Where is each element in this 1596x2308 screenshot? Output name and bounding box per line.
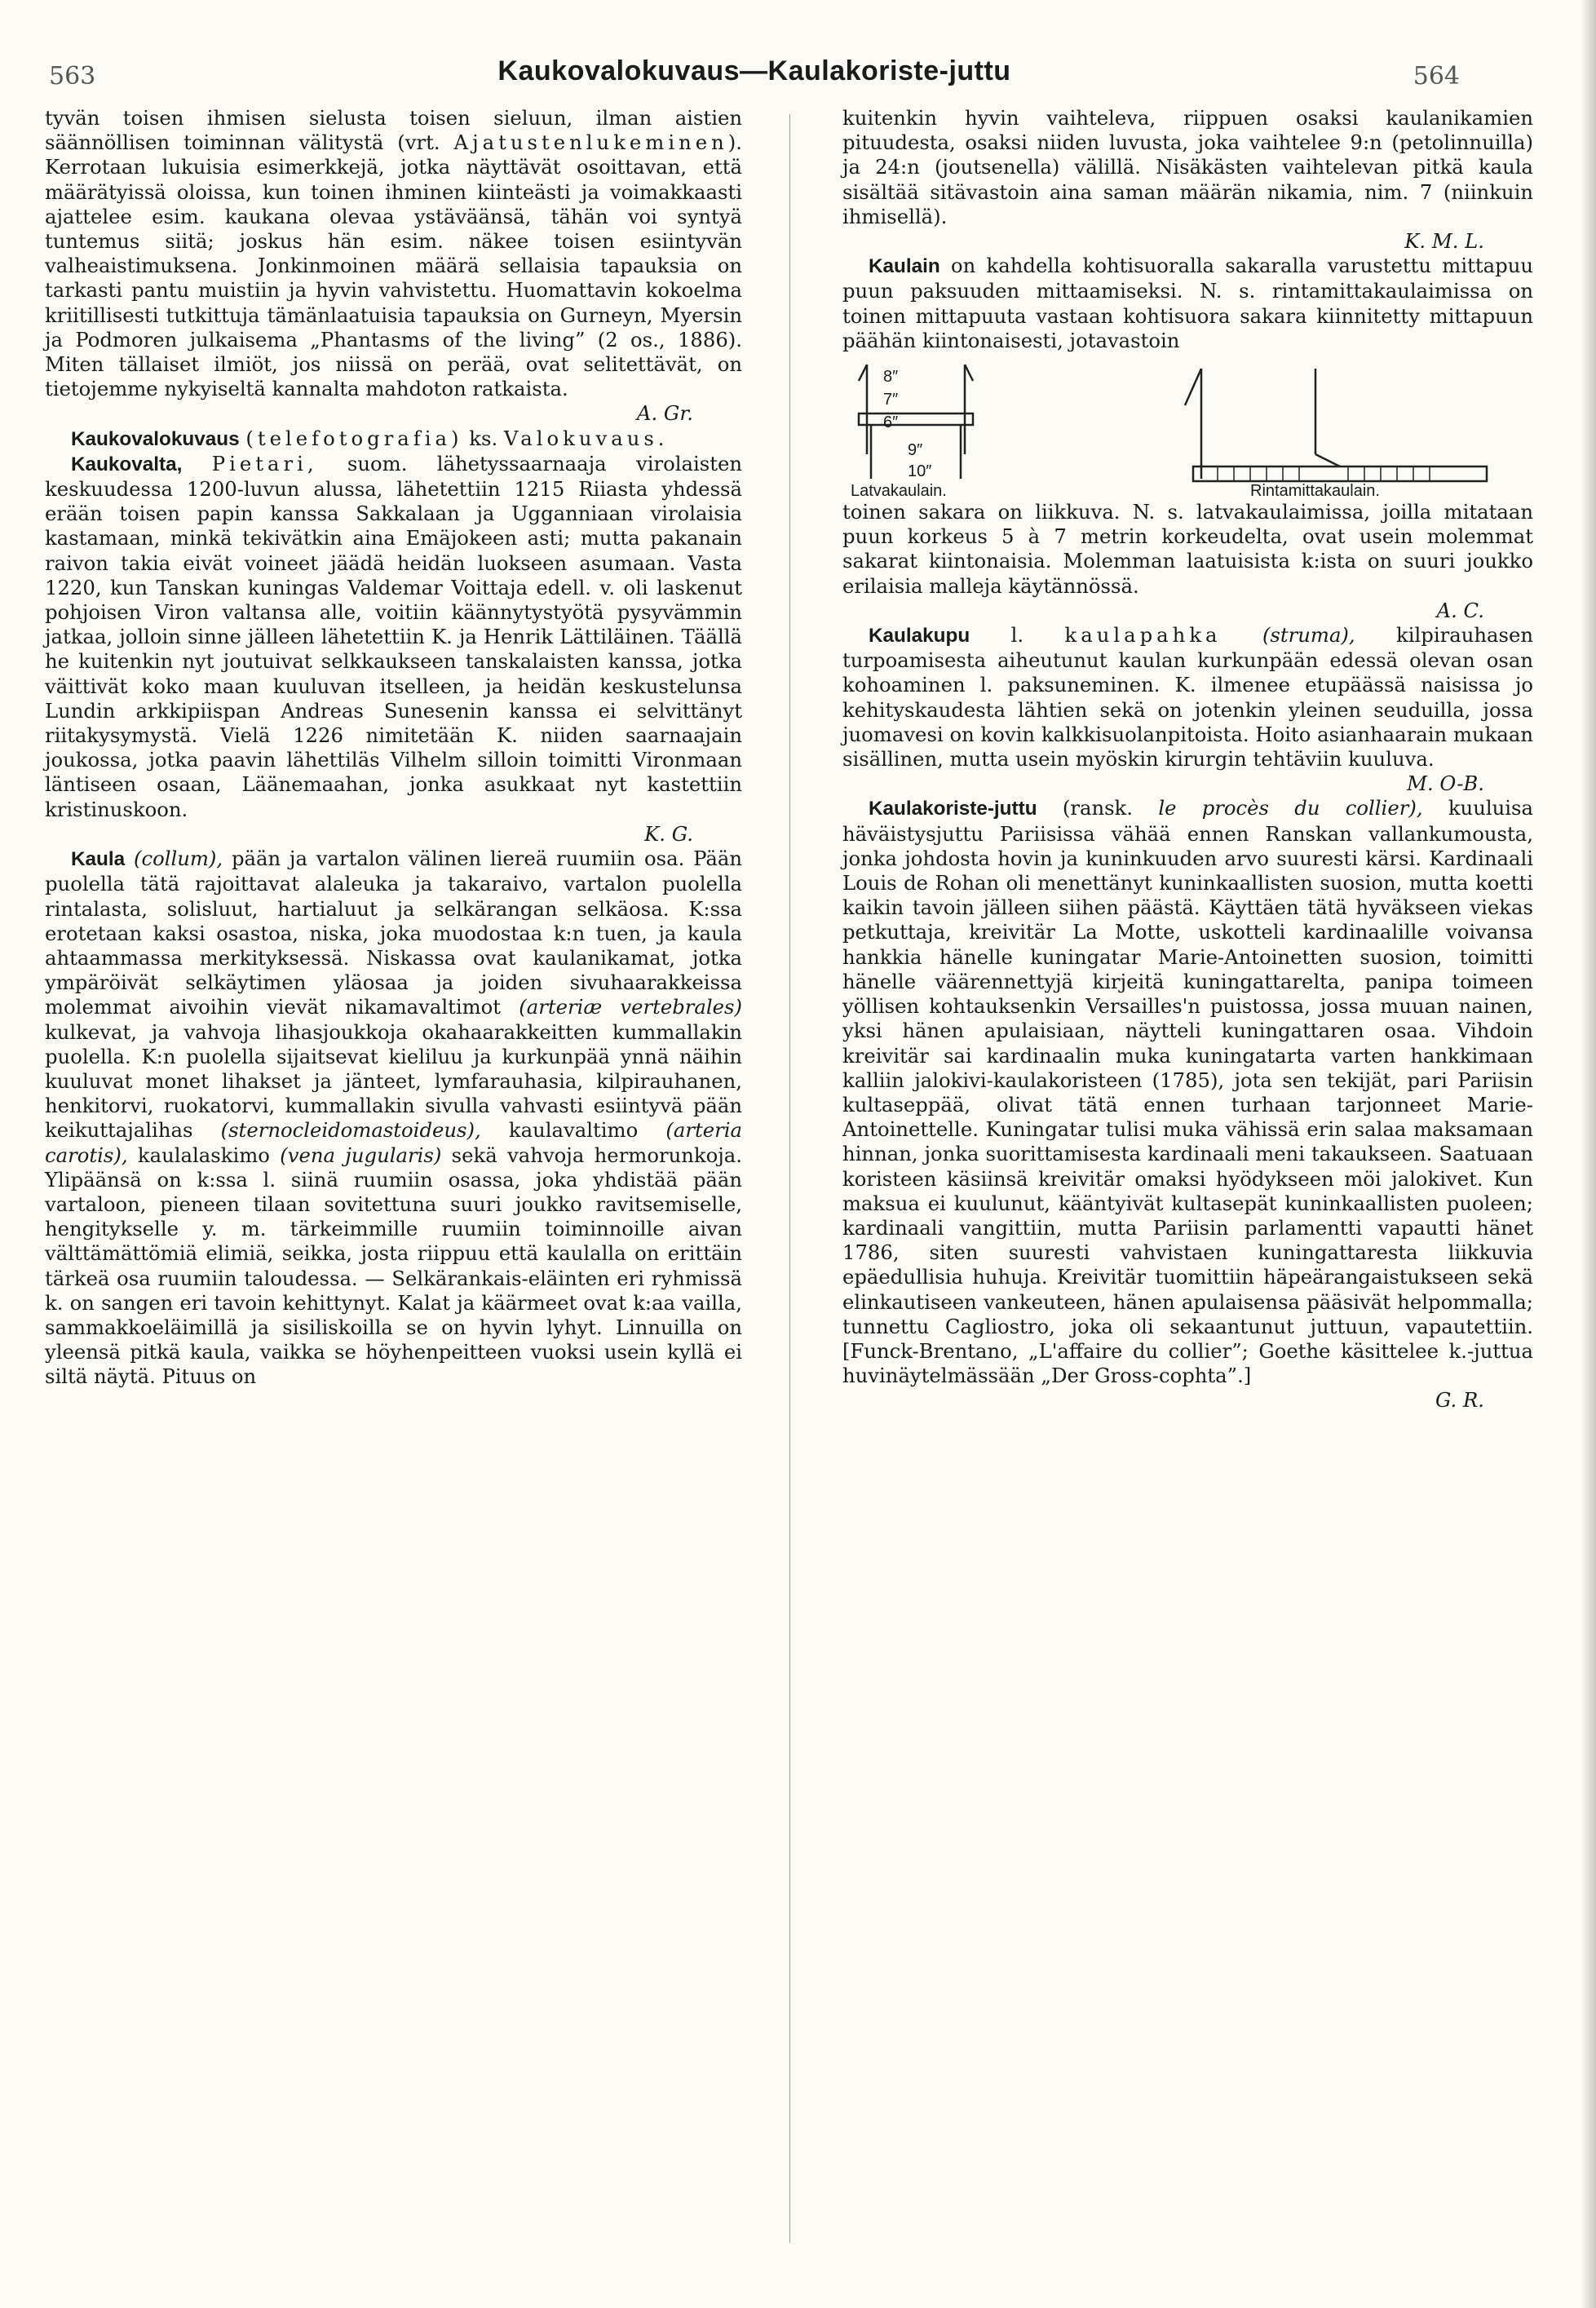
rintamittakaulain-drawing xyxy=(1185,369,1487,481)
signature: A. Gr. xyxy=(636,401,693,426)
article-kaula-continued: kuitenkin hyvin vaihteleva, riippuen osaksi kaulanikamien pituudesta, osaksi niiden luvusta, joka vaihtelee 9:n (petolinnuilla) ja 24:n (joutsenella) välillä. Nisäkästen vaihtelevan pitkä kaula sisältää sitävastoin aina saman määrän nikamia, nim. 7 (niinkuin ihmisellä). xyxy=(842,106,1533,228)
entry-kaulakupu: Kaulakupu l. kaulapahka (struma), kilpirauhasen turpoamisesta aiheutunut kaulan kurkunpään edessä olevan osan kohoaminen l. paksuneminen. K. ilmenee etupäässä naisissa jo kehityskaudesta lähtien sekä on jotenkin yleinen seuduilla, jossa juomavesi on kovin kalkkisuolanpitoista. Hoito asianhaarain mukaan sisällinen, mutta usein myöskin kirurgin tehtäviin kuuluva. xyxy=(842,623,1534,772)
figure-caption-left: Latvakaulain. xyxy=(851,482,947,501)
figure-label: 9″ xyxy=(908,441,923,460)
left-column xyxy=(45,106,742,1390)
signature: K. M. L. xyxy=(1404,229,1484,254)
entry-kaulakoriste-juttu: Kaulakoriste-juttu (ransk. le procès du collier), kuuluisa häväistysjuttu Pariisissa vähää ennen Ranskan vallankumousta, jonka johdosta hovin ja kuninkuuden arvo suuresti kärsi. Kardinaali Louis de Rohan oli menettänyt kuninkaallisten suosion, mutta koetti kaikin tavoin jälleen siihen päästä. Käyttäen tätä hyväkseen viekas petkuttaja, kreivitär La Motte, uskotteli kardinaalille voivansa hankkia hänelle kuningatar Marie-Antoinetten suosion, toimitti hänelle väärennettyjä kirjeitä kuningattarelta, panipa toimeen yöllisen kohtauksenkin Versailles'n puistossa, jossa muuan nainen, yksi hänen apulaisiaan, näytteli kuningattaren osaa. Vihdoin kreivitär sai kardinaalin muka kuningatarta varten hankkimaan kalliin jalokivi-kaulakoristeen (1785), jota sen tekijät, pari Pariisin kultaseppää, olivat tätä ennen turhaan tarjonneet Marie-Antoinettelle. Kuningatar tulisi muka vähissä erin salaa maksamaan hinnan, jonka suorittamisesta kardinaali meni takaukseen. Saatuaan koristeen käsiinsä kreivitär omaksi hyödykseen möi jalokivet. Kun maksua ei kuulunut, kääntyivät kultasepät kuninkaallisten puoleen; kardinaali vangittiin, mutta Pariisin parlamentti vapautti hänet 1786, siten suuresti vahvistaen kuningattaresta liikkuvia epäedullisia huhuja. Kreivitär tuomittiin häpeärangaistukseen sekä elinkautiseen vankeuteen, hänen apulaisensa pääsivät helpommalla; tunnettu Cagliostro, joka oli sekaantunut juttuun, vapautettiin. [Funck-Brentano, „L'affaire du collier”; Goethe käsittelee k.-juttua huvinäytelmässään „Der Gross-cophta”.] xyxy=(842,796,1533,1388)
running-title: Kaukovalokuvaus—Kaulakoriste-juttu xyxy=(497,55,1011,86)
signature: M. O-B. xyxy=(1407,772,1484,796)
figure-label: 10″ xyxy=(908,462,932,481)
entry-kaukovalta: Kaukovalta, Pietari, suom. lähetyssaarnaaja virolaisten keskuudessa 1200-luvun alussa, lähetettiin 1215 Riiasta yhdessä erään toisen papin kanssa Sakkalaan ja Ugganniaan virolaisia kastamaan, minkä tekivätkin aina Emäjokeen asti; mutta pakanain raivon takia eivät voineet jäädä heidän luokseen asumaan. Vasta 1220, kun Tanskan kuningas Valdemar Voittaja edell. v. oli laskenut pohjoisen Viron valtansa alle, voitiin käännytystyötä pysyvämmin jatkaa, jolloin sinne jälleen lähetettiin K. ja Henrik Lättiläinen. Täällä he kuitenkin nyt joutuivat selkkaukseen tanskalaisten kanssa, jotka väittivät koko maan kuuluvan itselleen, ja heidän keskustelunsa Lundin arkkipiispan Andreas Sunesenin kanssa ei selvittänyt riitakysymystä. Vielä 1226 nimitetään K. niiden saarnaajain joukossa, jotka paavin lähettiläs Vilhelm silloin toimitti Vironmaan läntiseen osaan, Läänemaahan, jonka asukkaat nyt kastettiin kristinuskoon. xyxy=(45,451,743,821)
article-telepathy-continued: tyvän toisen ihmisen sielusta toisen sieluun, ilman aistien säännöllisen toiminnan välitystä (vrt. Ajatustenlukeminen). Kerrotaan lukuisia esimerkkejä, jotka näyttävät osoittavan, että määrätyissä oloissa, kun toinen ihminen kiinteästi ja voimakkaasti ajattelee esim. kaukana olevaa ystäväänsä, tähän voi syntyä tuntemus siitä; joskus hän esim. näkee toisen esiintyvän valheaistimuksena. Jonkinmoinen määrä sellaisia tapauksia on tarkasti pantu muistiin ja hyvin vahvistettu. Huomattavin kokoelma kriitillisesti tutkittuja tämänlaatuisia tapauksia on Gurneyn, Myersin ja Podmoren julkaisema „Phantasms of the living” (2 os., 1886). Miten tällaiset ilmiöt, jos niissä on perää, ovat selitettävät, on tietojemme nykyiseltä kannalta mahdoton ratkaista. xyxy=(45,106,742,401)
page-edge-shadow xyxy=(1581,0,1596,2308)
figure-label: 8″ xyxy=(883,368,899,387)
caliper-illustrations xyxy=(842,356,1533,495)
figure-label: 7″ xyxy=(883,391,899,409)
entry-kaulain-continued: toinen sakara on liikkuva. N. s. latvakaulaimissa, joilla mitataan puun korkeus 5 à 7 metrin korkeudelta, ovat usein molemmat sakarat kiintonaisia. Molemman laatuisista k:ista on suuri joukko erilaisia malleja käytännössä. xyxy=(842,500,1533,598)
right-column xyxy=(842,106,1533,1413)
signature: A. C. xyxy=(1436,598,1484,622)
signature: G. R. xyxy=(1435,1388,1484,1413)
figure-caption-right: Rintamittakaulain. xyxy=(1250,482,1380,501)
entry-kaulain: Kaulain on kahdella kohtisuoralla sakaralla varustettu mittapuu puun paksuuden mittaamiseksi. N. s. rintamittakaulaimissa on toinen mittapuuta vastaan kohtisuora sakara kiinnitetty mittapuun päähän kiintonaisesti, jotavastoin xyxy=(842,254,1533,352)
entry-kaukovalokuvaus: Kaukovalokuvaus (telefotografia) ks. Valokuvaus. xyxy=(71,426,669,450)
column-rule xyxy=(789,114,790,2243)
page-header xyxy=(49,55,1460,96)
entry-kaula: Kaula (collum), pään ja vartalon välinen liereä ruumiin osa. Pään puolella tätä rajoittavat alaleuka ja takaraivo, vartalon puolella rintalasta, solisluut, hartialuut ja selkärangan selkäosa. K:ssa erotetaan kaksi osastoa, niska, joka muodostaa k:n tuen, ja kaula ahtaammassa merkityksessä. Niskassa ovat kaulanikamat, jotka ympäröivät selkäytimen yläosaa ja joiden sivuhaarakkeissa molemmat aivoihin vievät nikamavaltimot (arteriæ vertebrales) kulkevat, ja vahvoja lihasjoukkoja okahaarakkeitten kummallakin puolella. K:n puolella sijaitsevat kieliluu ja kurkunpää ynnä näihin kuuluvat monet lihakset ja jänteet, lymfarauhasia, kilpirauhanen, henkitorvi, ruokatorvi, kummallakin sivulla vahvasti esiintyvä pään keikuttajalihas (sternocleidomastoideus), kaulavaltimo (arteria carotis), kaulalaskimo (vena jugularis) sekä vahvoja hermorunkoja. Ylipäänsä on k:ssa l. siinä ruumiin osassa, joka yhdistää pään vartaloon, pieneen tilaan sovitettuna suuri joukko ravitsemiselle, hengitykselle y. m. tärkeimmille ruumiin toiminnoille aivan välttämättömiä elimiä, seikka, josta riippuu että kaulalla on erittäin tärkeä osa ruumiin taloudessa. — Selkärankais-eläinten eri ryhmissä k. on sangen eri tavoin kehittynyt. Kalat ja käärmeet ovat k:aa vailla, sammakkoeläimillä ja sisiliskoilla se on hyvin lyhyt. Linnuilla on yleensä pitkä kaula, vaikka se höyhenpeitteen vuoksi usein kyllä ei siltä näytä. Pituus on xyxy=(45,847,743,1389)
signature: K. G. xyxy=(644,821,693,846)
figure-label: 6″ xyxy=(883,413,899,432)
page-number-left: 563 xyxy=(49,62,96,91)
kaulain-figure xyxy=(842,356,1533,501)
page-number-right: 564 xyxy=(1413,62,1460,91)
